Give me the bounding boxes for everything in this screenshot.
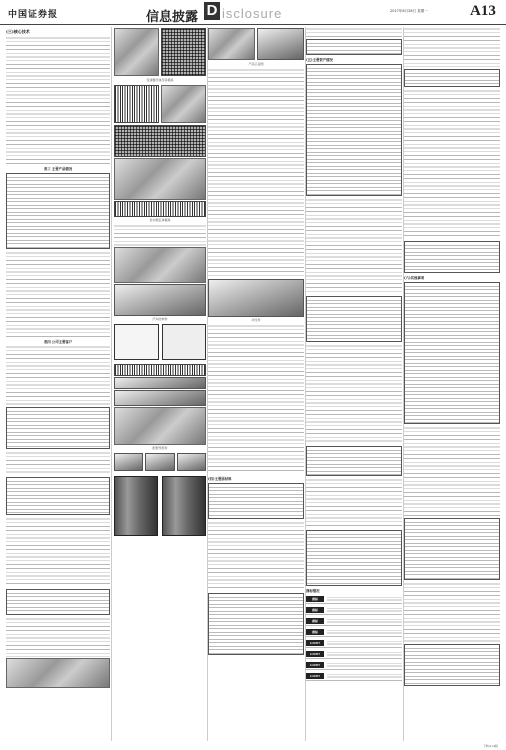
trademark-row [306,671,402,681]
trademark-image: 商标 [306,607,324,613]
trademark-row [306,627,402,637]
body-text-block [404,89,500,239]
part-photo [145,453,174,471]
part-photo [161,85,206,123]
table-heading: 表三 主要产品情况 [43,167,73,171]
trademark-row [306,605,402,615]
trademark-image: 商标 [306,596,324,602]
mold-photo [161,28,206,76]
page-header [0,0,506,25]
trademark-row [306,594,402,604]
mold-photo [114,284,206,316]
body-text-block [114,224,206,246]
data-table [404,644,500,686]
part-photo [114,85,159,123]
other-items-table [404,282,500,424]
fan-photo [114,407,206,445]
data-table [6,589,110,615]
section-initial: D [204,2,220,20]
newspaper-logo: 中国证券报 [8,10,59,20]
body-text-block [6,251,110,337]
brand-heading: 商标情况 [306,589,320,593]
continued-note: 下转A14版 [483,744,498,748]
column-2 [114,27,206,741]
image-caption: 配套零部件 [152,446,168,450]
body-text-block [208,68,304,278]
trademark-row [306,660,402,670]
body-text-block [6,517,110,587]
body-text-block [6,36,110,164]
body-text-block [208,324,304,474]
trademark-list [306,594,402,681]
section-title-en: isclosure [222,6,283,21]
image-caption: 发动机缸体模具 [149,218,171,222]
data-table [208,593,304,655]
product-photo [208,28,255,60]
body-text-block [306,198,402,294]
product-photo [257,28,304,60]
body-text-block [404,582,500,642]
rail-photo [114,364,206,376]
body-text-block [6,345,110,405]
column-4 [306,27,402,741]
products-table [6,173,110,249]
equipment-photo [6,658,110,688]
body-text-block [404,426,500,516]
image-caption: 产品示意图 [248,62,264,66]
body-text-block [306,27,402,37]
data-table [306,530,402,586]
table-heading: 表四 公司主要客户 [43,340,73,344]
trademark-image: LUCKY [306,662,324,668]
data-table [404,241,500,273]
body-text-block [306,344,402,444]
data-table [306,446,402,476]
col1-title: (三)核心技术 [6,29,30,34]
assets-table [306,64,402,196]
trademark-image: 商标 [306,618,324,624]
page-number: A13 [470,3,496,19]
body-text-block [306,478,402,528]
frame-photo [114,324,159,360]
body-text-block [6,451,110,475]
data-table [6,477,110,515]
product-photo [208,279,304,317]
mold-photo [114,247,206,283]
trademark-image: LUCKY [306,651,324,657]
part-photo [114,201,206,217]
image-caption: 冲压件 [251,318,261,322]
body-text-block [6,617,110,657]
image-caption: 变速器壳体压铸模具 [146,78,174,82]
body-text-block [208,521,304,591]
image-caption: 汽车结构件 [152,317,168,321]
customers-table [6,407,110,449]
section-title-cn: 信息披露 [146,10,199,25]
data-table [306,39,402,55]
trademark-row [306,638,402,648]
trademark-image: LUCKY [306,673,324,679]
part-photo [114,453,143,471]
column-3 [208,27,304,741]
bracket-photo [114,390,206,406]
trademark-row [306,649,402,659]
part-photo [177,453,206,471]
table-heading: (四)主要原材料 [208,477,232,481]
cabinet-photo [162,476,206,536]
data-table [404,69,500,87]
trademark-image: LUCKY [306,640,324,646]
data-table [306,296,402,342]
body-text-block [404,27,500,67]
trademark-image: 商标 [306,629,324,635]
frame-photo [162,324,207,360]
column-1 [6,27,110,741]
issue-date: 2017年6月28日 星期一 [390,9,428,13]
mold-photo [114,125,206,157]
data-table [404,518,500,580]
table-heading: (五)主要资产情况 [306,58,333,62]
cabinet-photo [114,476,158,536]
mold-photo [114,158,206,200]
rail-photo [114,377,206,389]
mold-photo [114,28,159,76]
table-heading: (六)其他事项 [404,276,425,280]
trademark-row [306,616,402,626]
materials-table [208,483,304,519]
column-5 [404,27,500,741]
